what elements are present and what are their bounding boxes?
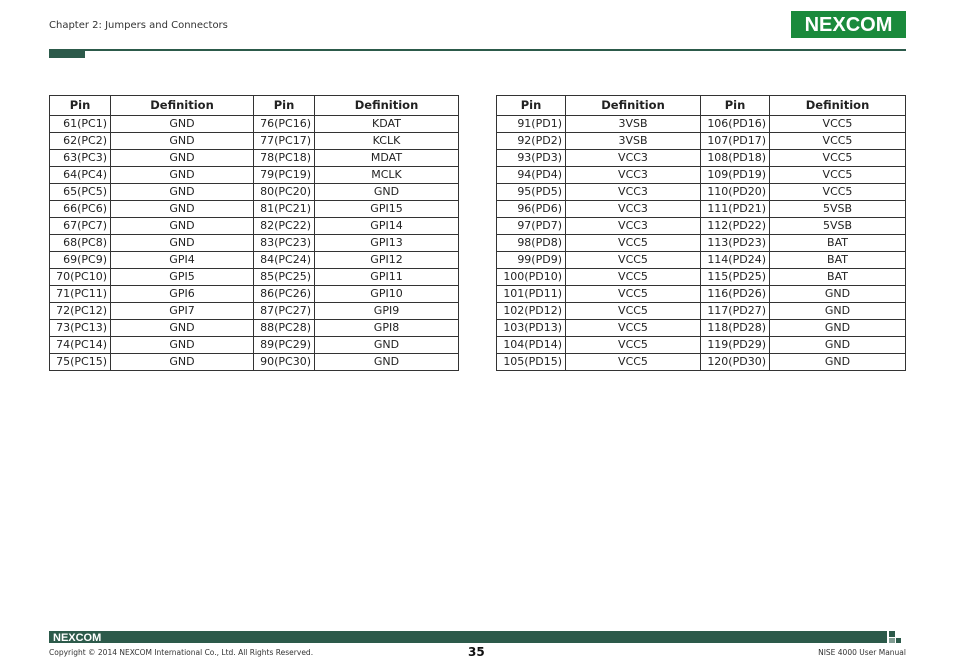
footer-square-3 bbox=[889, 638, 895, 643]
definition-cell: GND bbox=[111, 133, 254, 150]
pin-cell: 91(PD1) bbox=[497, 116, 566, 133]
table-row bbox=[50, 150, 459, 167]
definition-cell: MDAT bbox=[315, 150, 459, 167]
pin-cell: 75(PC15) bbox=[50, 354, 111, 371]
definition-cell: GPI14 bbox=[315, 218, 459, 235]
definition-cell: GND bbox=[315, 337, 459, 354]
table-header-row bbox=[497, 96, 906, 116]
pin-cell: 118(PD28) bbox=[701, 320, 770, 337]
definition-cell: VCC5 bbox=[770, 116, 906, 133]
pin-cell: 73(PC13) bbox=[50, 320, 111, 337]
definition-cell: VCC5 bbox=[770, 133, 906, 150]
pin-cell: 93(PD3) bbox=[497, 150, 566, 167]
table-row bbox=[497, 269, 906, 286]
definition-cell: GND bbox=[111, 167, 254, 184]
definition-cell: MCLK bbox=[315, 167, 459, 184]
column-header: Definition bbox=[315, 96, 459, 116]
table-row bbox=[497, 218, 906, 235]
definition-cell: GND bbox=[111, 337, 254, 354]
pin-cell: 74(PC14) bbox=[50, 337, 111, 354]
pin-cell: 113(PD23) bbox=[701, 235, 770, 252]
footer-bar bbox=[49, 631, 887, 643]
definition-cell: GND bbox=[111, 354, 254, 371]
pin-cell: 83(PC23) bbox=[254, 235, 315, 252]
pin-cell: 72(PC12) bbox=[50, 303, 111, 320]
definition-cell: GPI4 bbox=[111, 252, 254, 269]
pin-cell: 97(PD7) bbox=[497, 218, 566, 235]
pin-cell: 69(PC9) bbox=[50, 252, 111, 269]
definition-cell: VCC5 bbox=[770, 167, 906, 184]
header-rule bbox=[49, 49, 906, 51]
pin-cell: 103(PD13) bbox=[497, 320, 566, 337]
definition-cell: GND bbox=[111, 218, 254, 235]
definition-cell: VCC5 bbox=[566, 269, 701, 286]
table-row bbox=[50, 252, 459, 269]
footer-square-2 bbox=[896, 638, 901, 643]
table-row bbox=[497, 184, 906, 201]
pin-cell: 78(PC18) bbox=[254, 150, 315, 167]
pin-cell: 102(PD12) bbox=[497, 303, 566, 320]
pin-cell: 94(PD4) bbox=[497, 167, 566, 184]
definition-cell: VCC5 bbox=[770, 184, 906, 201]
table-row bbox=[50, 116, 459, 133]
table-row bbox=[50, 337, 459, 354]
manual-title: NISE 4000 User Manual bbox=[818, 648, 906, 657]
definition-cell: GPI7 bbox=[111, 303, 254, 320]
header-tab bbox=[49, 49, 85, 58]
definition-cell: GPI15 bbox=[315, 201, 459, 218]
definition-cell: VCC3 bbox=[566, 201, 701, 218]
pin-cell: 112(PD22) bbox=[701, 218, 770, 235]
pin-cell: 108(PD18) bbox=[701, 150, 770, 167]
column-header: Pin bbox=[497, 96, 566, 116]
table-row bbox=[50, 303, 459, 320]
definition-cell: GPI12 bbox=[315, 252, 459, 269]
chapter-title: Chapter 2: Jumpers and Connectors bbox=[49, 20, 228, 31]
pin-cell: 63(PC3) bbox=[50, 150, 111, 167]
table-row bbox=[50, 286, 459, 303]
column-header: Pin bbox=[254, 96, 315, 116]
column-header: Pin bbox=[50, 96, 111, 116]
nexcom-logo bbox=[791, 11, 906, 38]
table-row bbox=[497, 133, 906, 150]
definition-cell: GPI13 bbox=[315, 235, 459, 252]
pin-cell: 65(PC5) bbox=[50, 184, 111, 201]
footer-logo-mark bbox=[51, 631, 111, 643]
pin-cell: 77(PC17) bbox=[254, 133, 315, 150]
table-row bbox=[497, 252, 906, 269]
definition-cell: VCC5 bbox=[566, 337, 701, 354]
table-row bbox=[497, 320, 906, 337]
definition-cell: GPI6 bbox=[111, 286, 254, 303]
definition-cell: VCC5 bbox=[566, 320, 701, 337]
definition-cell: GND bbox=[111, 150, 254, 167]
pin-cell: 114(PD24) bbox=[701, 252, 770, 269]
pin-cell: 107(PD17) bbox=[701, 133, 770, 150]
definition-cell: 3VSB bbox=[566, 133, 701, 150]
pin-cell: 109(PD19) bbox=[701, 167, 770, 184]
pin-cell: 96(PD6) bbox=[497, 201, 566, 218]
pin-cell: 80(PC20) bbox=[254, 184, 315, 201]
pin-cell: 87(PC27) bbox=[254, 303, 315, 320]
page-number: 35 bbox=[468, 645, 485, 659]
pin-cell: 117(PD27) bbox=[701, 303, 770, 320]
definition-cell: VCC5 bbox=[566, 303, 701, 320]
pin-cell: 71(PC11) bbox=[50, 286, 111, 303]
pin-cell: 99(PD9) bbox=[497, 252, 566, 269]
table-row bbox=[50, 167, 459, 184]
pin-cell: 67(PC7) bbox=[50, 218, 111, 235]
pin-cell: 64(PC4) bbox=[50, 167, 111, 184]
pin-cell: 105(PD15) bbox=[497, 354, 566, 371]
definition-cell: GND bbox=[770, 303, 906, 320]
definition-cell: GND bbox=[315, 354, 459, 371]
pin-cell: 106(PD16) bbox=[701, 116, 770, 133]
definition-cell: BAT bbox=[770, 269, 906, 286]
definition-cell: VCC3 bbox=[566, 150, 701, 167]
table-row bbox=[50, 320, 459, 337]
table-row bbox=[497, 150, 906, 167]
definition-cell: BAT bbox=[770, 235, 906, 252]
pin-cell: 92(PD2) bbox=[497, 133, 566, 150]
pin-cell: 90(PC30) bbox=[254, 354, 315, 371]
definition-cell: 3VSB bbox=[566, 116, 701, 133]
definition-cell: VCC5 bbox=[770, 150, 906, 167]
pin-cell: 62(PC2) bbox=[50, 133, 111, 150]
pin-cell: 116(PD26) bbox=[701, 286, 770, 303]
definition-cell: GND bbox=[770, 337, 906, 354]
pin-cell: 84(PC24) bbox=[254, 252, 315, 269]
table-header-row bbox=[50, 96, 459, 116]
definition-cell: GND bbox=[770, 320, 906, 337]
table-row bbox=[50, 354, 459, 371]
definition-cell: KDAT bbox=[315, 116, 459, 133]
table-row bbox=[497, 303, 906, 320]
table-row bbox=[497, 337, 906, 354]
pin-cell: 115(PD25) bbox=[701, 269, 770, 286]
definition-cell: VCC3 bbox=[566, 218, 701, 235]
definition-cell: KCLK bbox=[315, 133, 459, 150]
table-row bbox=[497, 354, 906, 371]
definition-cell: GND bbox=[770, 286, 906, 303]
footer-square-1 bbox=[889, 631, 895, 637]
pin-cell: 79(PC19) bbox=[254, 167, 315, 184]
pin-cell: 95(PD5) bbox=[497, 184, 566, 201]
table-row bbox=[50, 201, 459, 218]
table-row bbox=[50, 133, 459, 150]
definition-cell: VCC5 bbox=[566, 235, 701, 252]
column-header: Definition bbox=[770, 96, 906, 116]
copyright-text: Copyright © 2014 NEXCOM International Co., Ltd. All Rights Reserved. bbox=[49, 648, 314, 657]
definition-cell: VCC5 bbox=[566, 286, 701, 303]
pin-cell: 81(PC21) bbox=[254, 201, 315, 218]
table-row bbox=[497, 116, 906, 133]
definition-cell: GPI9 bbox=[315, 303, 459, 320]
definition-cell: VCC5 bbox=[566, 354, 701, 371]
table-row bbox=[50, 184, 459, 201]
definition-cell: GPI10 bbox=[315, 286, 459, 303]
definition-cell: VCC5 bbox=[566, 252, 701, 269]
pin-cell: 111(PD21) bbox=[701, 201, 770, 218]
definition-cell: VCC3 bbox=[566, 184, 701, 201]
definition-cell: GPI8 bbox=[315, 320, 459, 337]
pin-cell: 104(PD14) bbox=[497, 337, 566, 354]
pin-cell: 86(PC26) bbox=[254, 286, 315, 303]
pin-cell: 76(PC16) bbox=[254, 116, 315, 133]
definition-cell: 5VSB bbox=[770, 201, 906, 218]
table-row bbox=[50, 235, 459, 252]
pin-cell: 120(PD30) bbox=[701, 354, 770, 371]
definition-cell: GND bbox=[315, 184, 459, 201]
pin-cell: 119(PD29) bbox=[701, 337, 770, 354]
pin-cell: 68(PC8) bbox=[50, 235, 111, 252]
table-row bbox=[497, 235, 906, 252]
pin-cell: 61(PC1) bbox=[50, 116, 111, 133]
definition-cell: GPI11 bbox=[315, 269, 459, 286]
definition-cell: GND bbox=[111, 201, 254, 218]
pin-cell: 110(PD20) bbox=[701, 184, 770, 201]
table-row bbox=[497, 201, 906, 218]
definition-cell: BAT bbox=[770, 252, 906, 269]
pin-cell: 66(PC6) bbox=[50, 201, 111, 218]
definition-cell: GPI5 bbox=[111, 269, 254, 286]
footer-logo-text: NEXCOM bbox=[53, 632, 102, 643]
definition-cell: GND bbox=[111, 116, 254, 133]
table-row bbox=[497, 167, 906, 184]
definition-cell: GND bbox=[111, 235, 254, 252]
table-row bbox=[50, 269, 459, 286]
pin-cell: 89(PC29) bbox=[254, 337, 315, 354]
pin-cell: 70(PC10) bbox=[50, 269, 111, 286]
column-header: Pin bbox=[701, 96, 770, 116]
definition-cell: GND bbox=[111, 320, 254, 337]
pin-table-left bbox=[49, 95, 459, 371]
pin-cell: 88(PC28) bbox=[254, 320, 315, 337]
definition-cell: VCC3 bbox=[566, 167, 701, 184]
pin-cell: 98(PD8) bbox=[497, 235, 566, 252]
definition-cell: GND bbox=[111, 184, 254, 201]
nexcom-logo-mark bbox=[793, 13, 904, 36]
column-header: Definition bbox=[111, 96, 254, 116]
pin-cell: 85(PC25) bbox=[254, 269, 315, 286]
definition-cell: GND bbox=[770, 354, 906, 371]
column-header: Definition bbox=[566, 96, 701, 116]
table-row bbox=[497, 286, 906, 303]
definition-cell: 5VSB bbox=[770, 218, 906, 235]
table-row bbox=[50, 218, 459, 235]
pin-cell: 82(PC22) bbox=[254, 218, 315, 235]
logo-text: NEXCOM bbox=[804, 14, 893, 36]
pin-cell: 101(PD11) bbox=[497, 286, 566, 303]
pin-table-right bbox=[496, 95, 906, 371]
pin-cell: 100(PD10) bbox=[497, 269, 566, 286]
footer-logo bbox=[51, 632, 111, 642]
